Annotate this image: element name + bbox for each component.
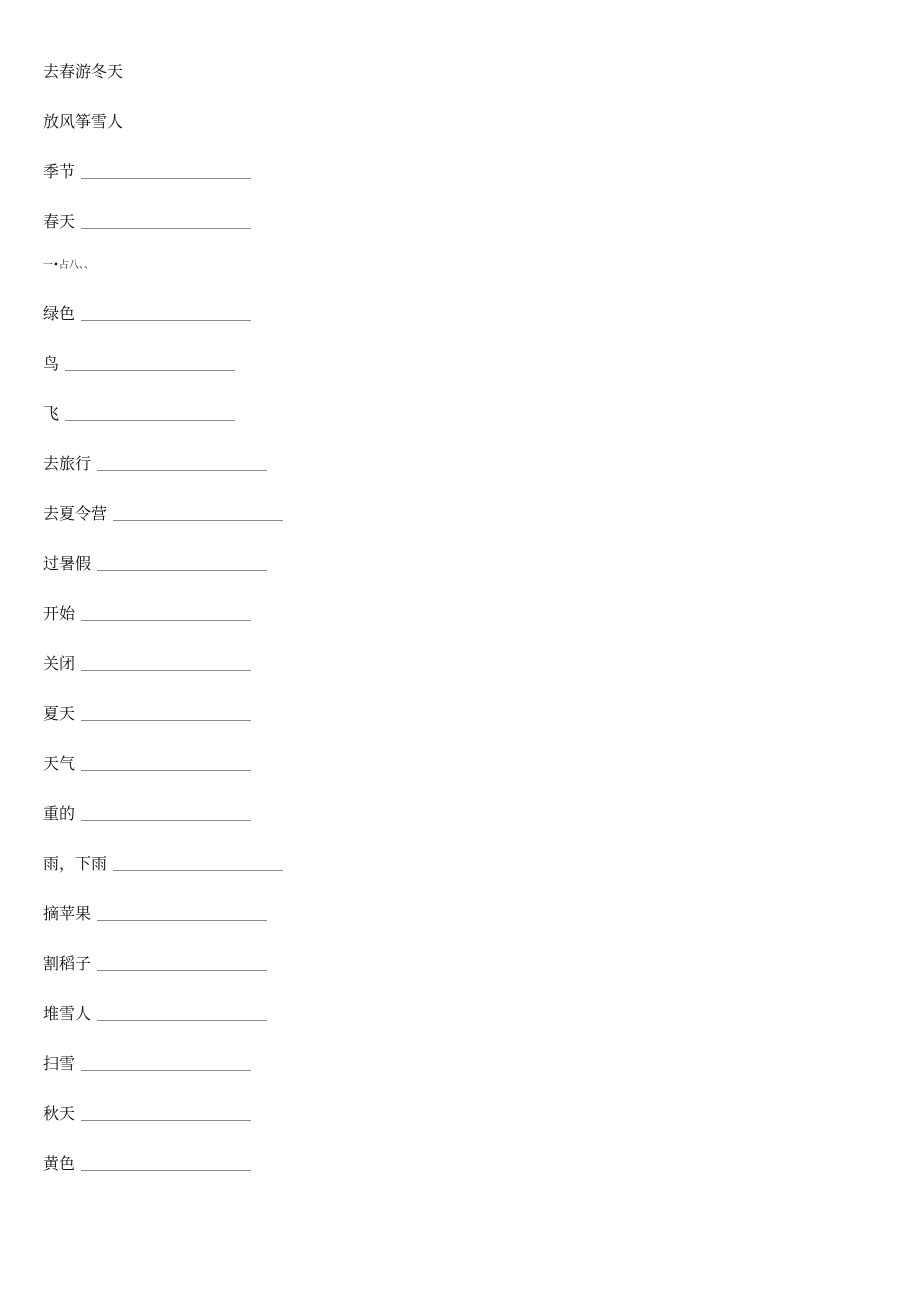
vocab-text: 扫雪 (43, 1054, 76, 1073)
answer-blank[interactable] (97, 970, 267, 971)
answer-line (43, 1050, 251, 1074)
vocab-text: 天气 (43, 754, 76, 773)
vocab-text: 去夏令营 (43, 504, 108, 523)
answer-line (43, 650, 251, 674)
answer-line (43, 600, 251, 624)
vocab-text: 过暑假 (43, 554, 92, 573)
answer-blank[interactable] (81, 1120, 251, 1121)
answer-blank[interactable] (81, 820, 251, 821)
vocab-text: 重的 (43, 804, 76, 823)
vocab-text: 黄色 (43, 1154, 76, 1173)
answer-blank[interactable] (81, 620, 251, 621)
vocab-text: 雨，下雨 (43, 854, 108, 873)
answer-line (43, 750, 251, 774)
answer-blank[interactable] (81, 228, 251, 229)
answer-line (43, 1100, 251, 1124)
answer-blank[interactable] (113, 870, 283, 871)
vocab-text: 夏天 (43, 704, 76, 723)
answer-line (43, 208, 251, 232)
answer-blank[interactable] (113, 520, 283, 521)
vocab-text: 季节 (43, 162, 76, 181)
vocab-text: 绿色 (43, 304, 76, 323)
answer-blank[interactable] (81, 670, 251, 671)
small-note: 一•占八、、 (43, 260, 94, 271)
vocab-text: 春天 (43, 212, 76, 231)
answer-blank[interactable] (97, 920, 267, 921)
answer-line (43, 950, 267, 974)
vocab-text: 飞 (43, 404, 60, 423)
answer-line (43, 1000, 267, 1024)
answer-blank[interactable] (97, 570, 267, 571)
vocab-text: 割稻子 (43, 954, 92, 973)
answer-blank[interactable] (81, 720, 251, 721)
answer-line (43, 800, 251, 824)
answer-line (43, 1150, 251, 1174)
answer-blank[interactable] (81, 1170, 251, 1171)
vocab-text: 摘苹果 (43, 904, 92, 923)
answer-blank[interactable] (81, 178, 251, 179)
vocab-text: 秋天 (43, 1104, 76, 1123)
answer-line (43, 300, 251, 324)
answer-blank[interactable] (97, 470, 267, 471)
vocab-text: 堆雪人 (43, 1004, 92, 1023)
answer-blank[interactable] (97, 1020, 267, 1021)
answer-blank[interactable] (81, 770, 251, 771)
answer-blank[interactable] (65, 370, 235, 371)
answer-line (43, 400, 235, 424)
vocab-text: 鸟 (43, 354, 60, 373)
answer-line (43, 550, 267, 574)
answer-line (43, 700, 251, 724)
plain-line-1 (43, 58, 123, 82)
vocab-text: 去旅行 (43, 454, 92, 473)
answer-line (43, 450, 267, 474)
answer-line (43, 850, 283, 874)
vocab-text: 放风筝雪人 (43, 112, 124, 131)
vocab-text: 开始 (43, 604, 76, 623)
answer-line (43, 900, 267, 924)
answer-blank[interactable] (81, 320, 251, 321)
vocab-text: 关闭 (43, 654, 76, 673)
answer-line (43, 158, 251, 182)
answer-line (43, 500, 283, 524)
answer-blank[interactable] (65, 420, 235, 421)
answer-line (43, 350, 235, 374)
answer-blank[interactable] (81, 1070, 251, 1071)
vocab-text: 去春游冬天 (43, 62, 124, 81)
plain-line-2 (43, 108, 123, 132)
